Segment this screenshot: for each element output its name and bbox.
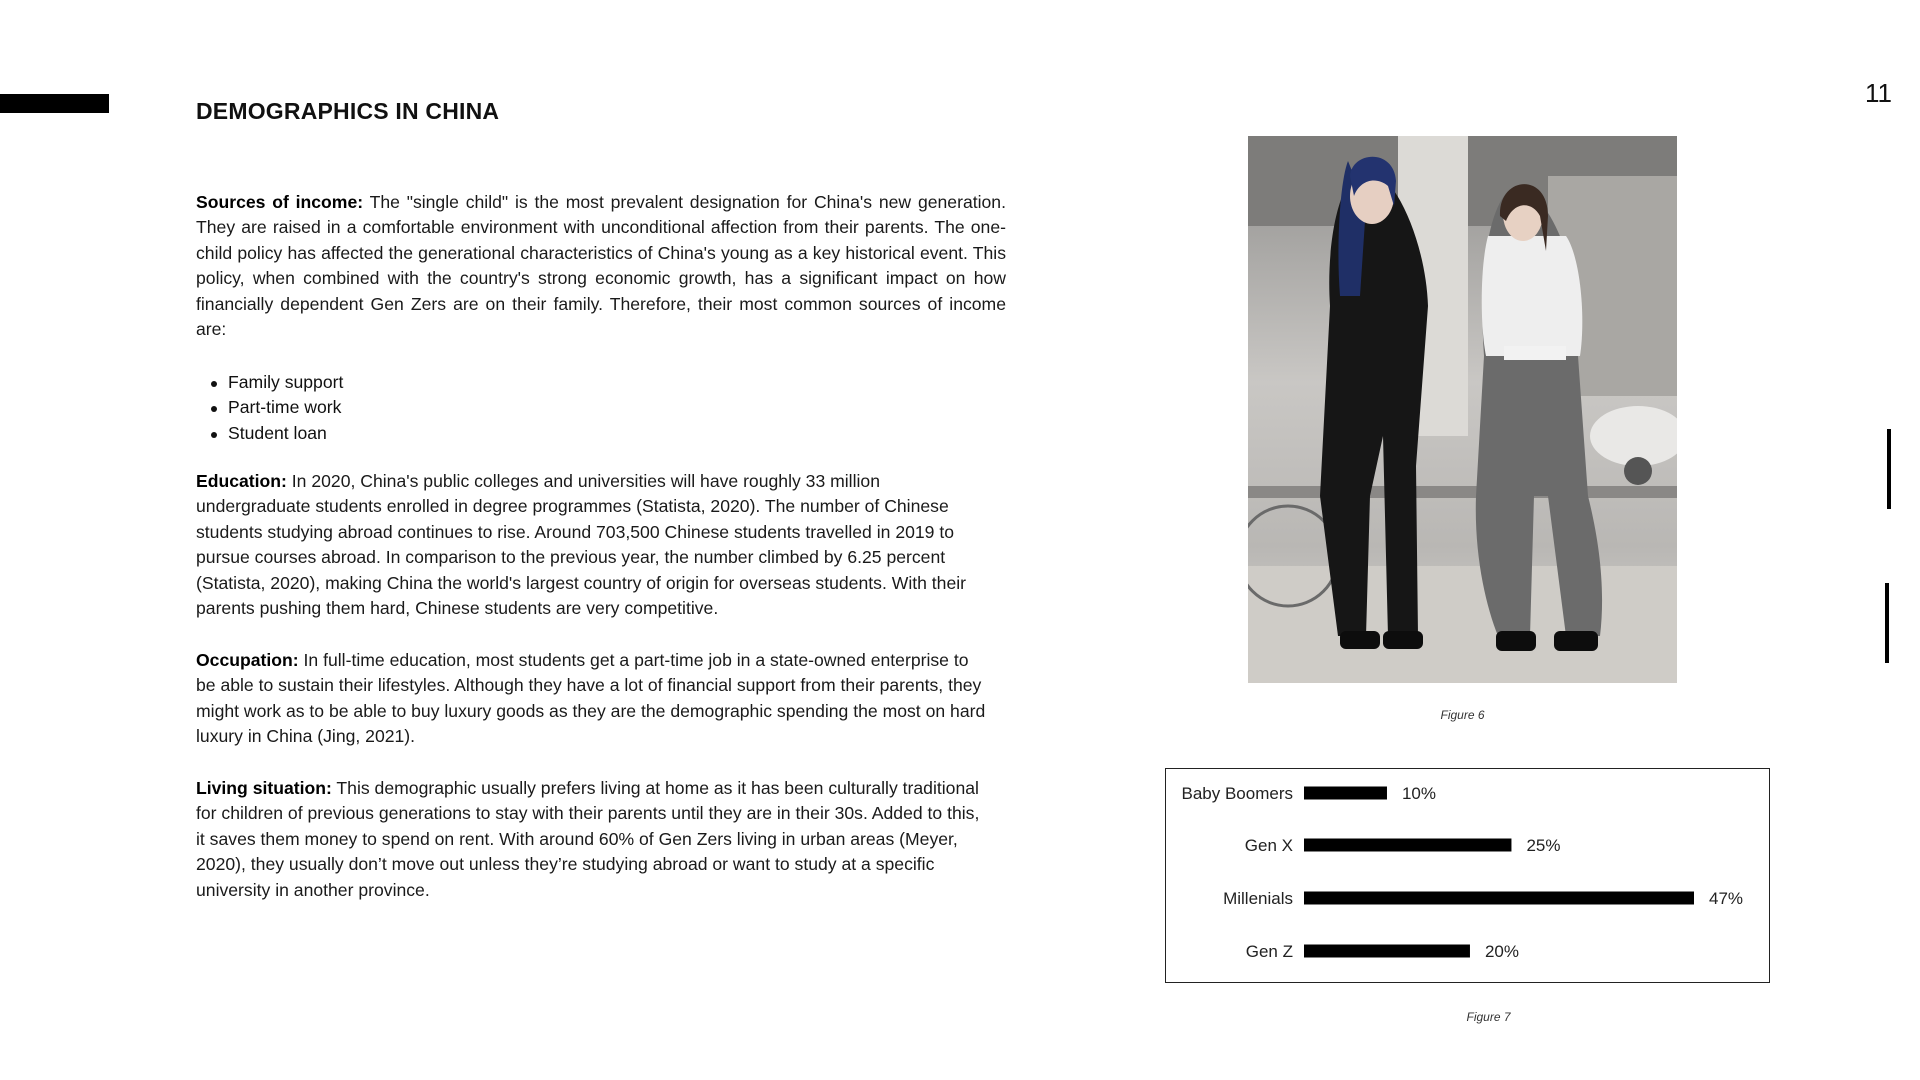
- occupation-text: In full-time education, most students get a part-time job in a state-owned enterprise to be able to sustain their lifestyles. Although they have a lot of financial support from their parents, they might work as to be able to buy luxury goods as they are the demographic spending the most on hard luxury in China (Jing, 2021).: [196, 650, 986, 747]
- chart-svg: [1166, 769, 1769, 982]
- living-paragraph: [196, 776, 992, 903]
- list-item: Student loan: [196, 421, 343, 446]
- bar-category-label: Millenials: [1223, 889, 1293, 908]
- figure-7-caption: Figure 7: [1466, 1010, 1511, 1024]
- bar-value-label: 10%: [1401, 784, 1437, 803]
- generation-bar-chart: [1165, 768, 1770, 983]
- bar-gen-z: [1304, 945, 1470, 958]
- bar-gen-x: [1304, 839, 1511, 852]
- figure-6-caption: Figure 6: [1440, 708, 1485, 722]
- page-title: DEMOGRAPHICS IN CHINA: [196, 98, 500, 124]
- bar-category-label: Gen X: [1244, 836, 1293, 855]
- occupation-paragraph: [196, 648, 992, 750]
- living-text: This demographic usually prefers living at home as it has been culturally traditional for children of previous generations to stay with their parents until they are in their 30s. Added to this, it saves them money to spend on rent. With around 60% of Gen Zers living in urban areas (Meyer, 2020), they usually don’t move out unless they’re studying abroad or want to study at a specific university in another province.: [196, 778, 980, 900]
- occupation-heading: Occupation:: [196, 650, 299, 670]
- side-divider-line: [1885, 583, 1889, 663]
- income-source-list: [196, 370, 343, 446]
- page-number: 11: [1865, 78, 1892, 108]
- bar-baby-boomers: [1304, 787, 1387, 800]
- bar-category-label: Baby Boomers: [1181, 784, 1293, 803]
- bar-value-label: 20%: [1484, 942, 1519, 961]
- education-paragraph: [196, 469, 992, 621]
- income-text: The "single child" is the most prevalent designation for China's new generation. They are raised in a comfortable environment with unconditional affection from their parents. The one-child policy has affected the generational characteristics of China's young as a key historical event. This policy, when combined with the country's strong economic growth, has a significant impact on how financially dependent Gen Zers are on their family. Therefore, their most common sources of income are:: [196, 192, 1006, 340]
- living-heading: Living situation:: [196, 778, 332, 798]
- income-paragraph: [196, 190, 1006, 342]
- bar-millenials: [1304, 892, 1694, 905]
- side-divider-line: [1887, 429, 1891, 509]
- street-style-photo: [1248, 136, 1677, 683]
- list-item: Family support: [196, 370, 343, 395]
- education-heading: Education:: [196, 471, 287, 491]
- bar-category-label: Gen Z: [1245, 942, 1293, 961]
- bar-value-label: 47%: [1709, 889, 1744, 908]
- header-accent-bar: [0, 94, 109, 113]
- income-heading: Sources of income:: [196, 192, 364, 212]
- education-text: In 2020, China's public colleges and universities will have roughly 33 million undergraduate students enrolled in degree programmes (Statista, 2020). The number of Chinese students studying abroad continues to rise. Around 703,500 Chinese students travelled in 2019 to pursue courses abroad. In comparison to the previous year, the number climbed by 6.25 percent (Statista, 2020), making China the world's largest country of origin for overseas students. With their parents pushing them hard, Chinese students are very competitive.: [196, 471, 967, 619]
- list-item: Part-time work: [196, 395, 343, 420]
- bar-value-label: 25%: [1526, 836, 1561, 855]
